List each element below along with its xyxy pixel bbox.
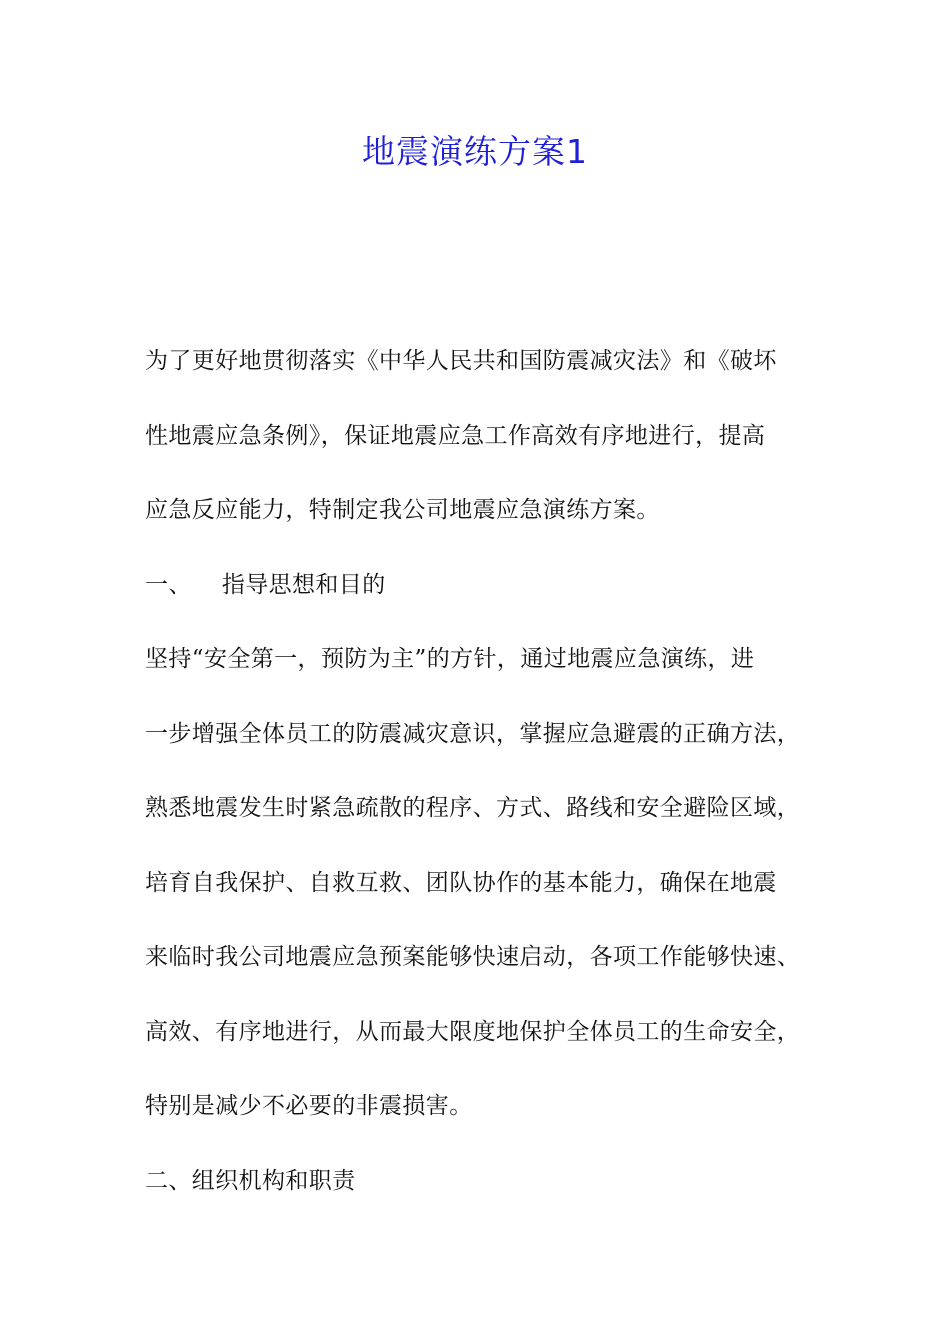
section-number: 一、 — [145, 571, 192, 598]
paragraph-line: 为了更好地贯彻落实《中华人民共和国防震减灾法》和《破坏 — [145, 348, 777, 374]
paragraph-line: 一步增强全体员工的防震减灾意识，掌握应急避震的正确方法， — [145, 720, 801, 747]
paragraph-line: 应急反应能力，特制定我公司地震应急演练方案。 — [145, 497, 660, 523]
paragraph-line: 来临时我公司地震应急预案能够快速启动，各项工作能够快速、 — [145, 944, 801, 970]
document-body — [145, 339, 835, 1233]
paragraph-line: 坚持“安全第一，预防为主”的方针，通过地震应急演练，进 — [145, 646, 755, 672]
section-heading-1 — [145, 563, 835, 638]
document-title: 地震演练方案1 — [362, 132, 588, 171]
paragraph-line: 培育自我保护、自救互救、团队协作的基本能力，确保在地震 — [145, 869, 777, 896]
section-heading-2: 二、组织机构和职责 — [145, 1167, 356, 1194]
section-title: 指导思想和目的 — [221, 571, 386, 598]
paragraph-line: 性地震应急条例》，保证地震应急工作高效有序地进行，提高 — [145, 422, 766, 449]
paragraph-line: 熟悉地震发生时紧急疏散的程序、方式、路线和安全避险区域， — [145, 795, 801, 821]
paragraph-line: 特别是减少不必要的非震损害。 — [145, 1093, 473, 1119]
paragraph-line: 高效、有序地进行，从而最大限度地保护全体员工的生命安全， — [145, 1018, 801, 1045]
